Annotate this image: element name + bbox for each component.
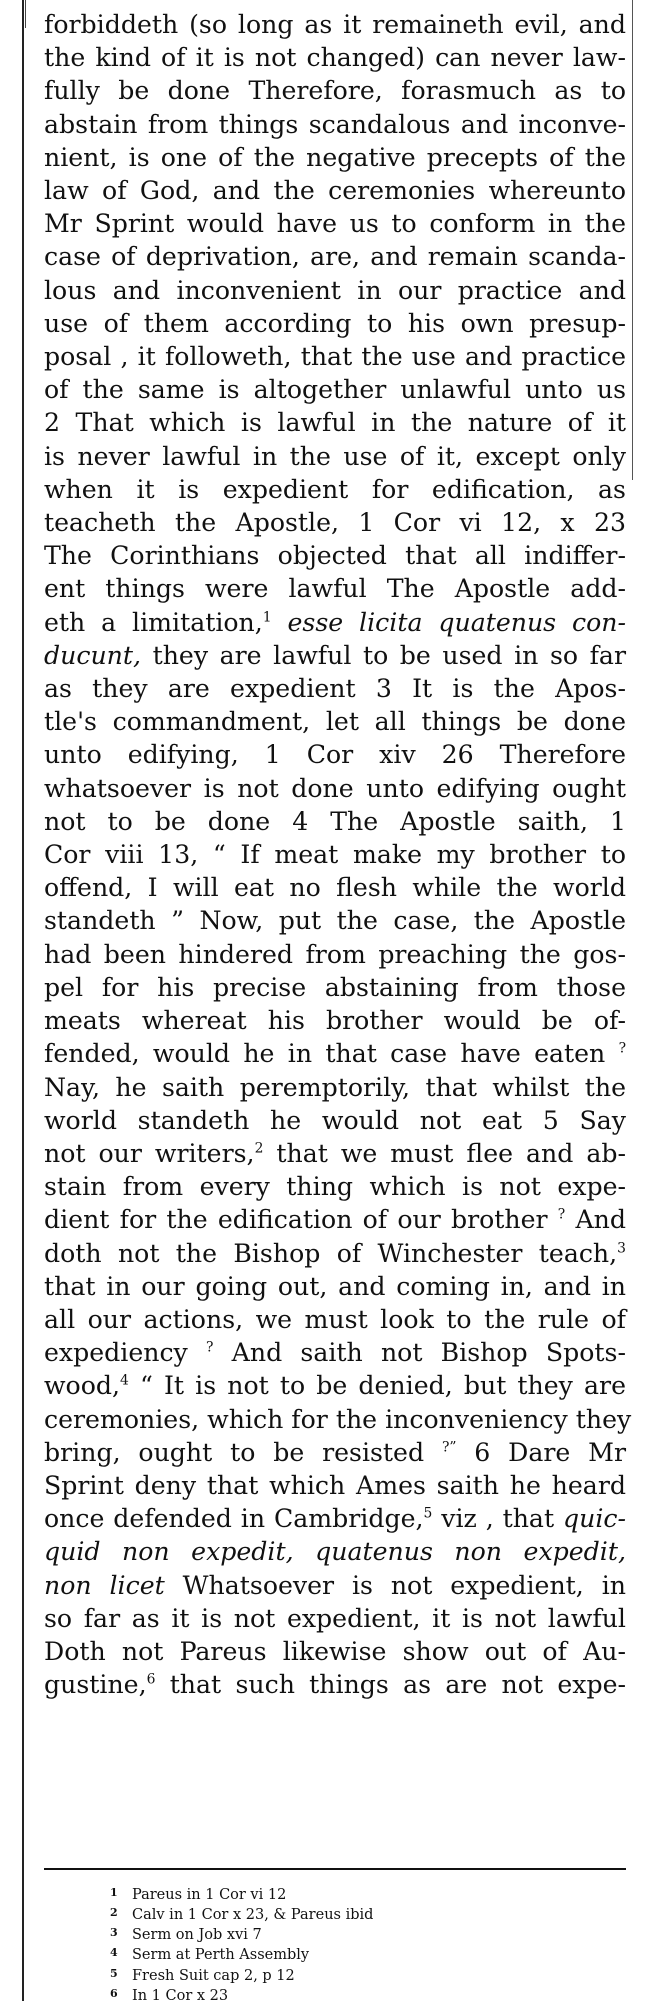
right-margin-rule <box>632 0 633 480</box>
text-line <box>44 1137 626 1170</box>
text-line: not to be done 4 The Apostle saith, 1 <box>44 806 626 836</box>
text-line: whatsoever is not done unto edifying ought <box>44 773 626 803</box>
footnote-ref: 4 <box>120 1372 129 1389</box>
footnotes <box>110 1884 610 2005</box>
footnote-text: Serm on Job xvi 7 <box>132 1927 262 1944</box>
text-line: fully be done Therefore, forasmuch as to <box>44 76 626 106</box>
question-mark: ? <box>557 1206 566 1223</box>
left-margin-rule-mark <box>25 0 26 28</box>
text-run: not our writers, <box>44 1138 255 1168</box>
text-line: world standeth he would not eat 5 Say <box>44 1105 626 1135</box>
text-line: ceremonies, which for the inconveniency they <box>44 1404 632 1434</box>
latin-phrase: ducunt, <box>44 640 142 670</box>
text-line: Mr Sprint would have us to conform in the <box>44 209 626 239</box>
question-mark: ?” <box>441 1439 457 1456</box>
text-line: Doth not Pareus likewise show out of Au- <box>44 1636 626 1666</box>
text-line: standeth ” Now, put the case, the Apostle <box>44 906 626 936</box>
footnote-ref: 6 <box>146 1671 156 1688</box>
footnote-ref: 5 <box>423 1505 433 1522</box>
text-run: expediency <box>44 1338 188 1368</box>
text-run: And saith not Bishop Spots- <box>213 1338 626 1368</box>
text-line <box>44 1336 626 1369</box>
text-run: they are lawful to be used in so far <box>141 640 626 670</box>
latin-phrase: quic- <box>562 1504 626 1534</box>
text-line <box>44 1203 626 1236</box>
text-run: viz , that <box>432 1504 563 1534</box>
text-line <box>44 1237 626 1270</box>
text-line: nient, is one of the negative precepts of the <box>44 142 626 172</box>
text-run: dient for the edification of our brother <box>44 1205 548 1235</box>
question-mark: ? <box>618 1040 626 1057</box>
text-line: when it is expedient for edification, as <box>44 474 626 504</box>
text-line: all our actions, we must look to the rule of <box>44 1304 626 1334</box>
text-line: pel for his precise abstaining from those <box>44 972 626 1002</box>
text-line: Cor viii 13, “ If meat make my brother to <box>44 840 626 870</box>
text-line: Sprint deny that which Ames saith he heard <box>44 1470 626 1500</box>
text-line: of the same is altogether unlawful unto us <box>44 375 626 405</box>
text-run: And <box>565 1205 626 1235</box>
text-line: Nay, he saith peremptorily, that whilst the <box>44 1072 626 1102</box>
text-run: fended, would he in that case have eaten <box>44 1039 606 1069</box>
footnote-number: 3 <box>110 1926 118 1940</box>
text-run: bring, ought to be resisted <box>44 1437 425 1467</box>
text-line: case of deprivation, are, and remain scanda- <box>44 242 626 272</box>
text-line: that in our going out, and coming in, and in <box>44 1271 626 1301</box>
text-line <box>44 1668 626 1701</box>
text-line: teacheth the Apostle, 1 Cor vi 12, x 23 <box>44 508 626 538</box>
text-line: The Corinthians objected that all indiffer- <box>44 541 626 571</box>
text-line <box>44 639 626 672</box>
text-run: that such things as are not expe- <box>155 1670 626 1700</box>
text-run: Whatsoever is not expedient, in <box>164 1570 626 1600</box>
text-line: forbiddeth (so long as it remaineth evil, and <box>44 10 626 39</box>
left-margin-rule <box>22 0 24 2001</box>
text-run: “ It is not to be denied, but they are <box>128 1371 626 1401</box>
footnote-divider <box>44 1868 626 1870</box>
footnote-ref: 2 <box>254 1140 264 1157</box>
footnote-number: 5 <box>110 1966 118 1980</box>
text-line <box>44 1037 626 1070</box>
text-line <box>44 1436 626 1469</box>
text-line: use of them according to his own presup- <box>44 308 626 338</box>
text-run: doth not the Bishop of Winchester teach, <box>44 1238 618 1268</box>
footnote-text: Fresh Suit cap 2, p 12 <box>132 1967 295 1984</box>
footnote-ref: 3 <box>617 1239 626 1256</box>
footnote <box>110 1924 610 1944</box>
body-text <box>44 8 632 1701</box>
text-line: offend, I will eat no flesh while the world <box>44 873 626 903</box>
text-line: law of God, and the ceremonies whereunto <box>44 176 626 206</box>
footnote-number: 2 <box>110 1906 118 1920</box>
text-line <box>44 1569 626 1602</box>
text-run: gustine, <box>44 1670 147 1700</box>
text-run: that we must flee and ab- <box>263 1138 627 1168</box>
text-line: as they are expedient 3 It is the Apos- <box>44 674 626 704</box>
footnote-text: Serm at Perth Assembly <box>132 1947 310 1964</box>
text-line <box>44 1369 626 1402</box>
text-line: so far as it is not expedient, it is not lawful <box>44 1603 626 1633</box>
text-line: is never lawful in the use of it, except only <box>44 441 626 471</box>
text-line <box>44 1502 626 1535</box>
footnote-text: In 1 Cor x 23 <box>132 1987 229 2004</box>
text-run: 6 Dare Mr <box>456 1437 626 1467</box>
text-run: once defended in Cambridge, <box>44 1504 424 1534</box>
text-line: meats whereat his brother would be of- <box>44 1006 626 1036</box>
text-line: tle's commandment, let all things be done <box>44 707 626 737</box>
footnote <box>110 1985 610 2005</box>
latin-phrase: quid non expedit, quatenus non expedit, <box>44 1537 626 1567</box>
question-mark: ? <box>206 1339 214 1356</box>
text-line: ent things were lawful The Apostle add- <box>44 574 626 604</box>
latin-phrase: esse licita quatenus con- <box>287 607 626 637</box>
footnote-text: Pareus in 1 Cor vi 12 <box>132 1886 287 1903</box>
text-line: posal , it followeth, that the use and practice <box>44 342 626 372</box>
text-line: abstain from things scandalous and inconve- <box>44 109 626 139</box>
footnote <box>110 1965 610 1985</box>
text-line: lous and inconvenient in our practice and <box>44 275 626 305</box>
footnote-text: Calv in 1 Cor x 23, & Pareus ibid <box>132 1906 374 1923</box>
footnote <box>110 1904 610 1924</box>
text-line: 2 That which is lawful in the nature of it <box>44 408 626 438</box>
latin-phrase: non licet <box>44 1570 165 1600</box>
footnote-number: 1 <box>110 1886 118 1899</box>
footnote-ref: 1 <box>262 608 272 625</box>
text-line: had been hindered from preaching the gos- <box>44 939 626 969</box>
footnote-number: 4 <box>110 1946 118 1960</box>
text-line <box>44 606 626 639</box>
text-run: eth a limitation, <box>44 607 263 637</box>
footnote <box>110 1884 610 1904</box>
footnote <box>110 1944 610 1964</box>
text-line: stain from every thing which is not expe- <box>44 1172 626 1202</box>
text-line: unto edifying, 1 Cor xiv 26 Therefore <box>44 740 626 770</box>
text-run: wood, <box>44 1371 121 1401</box>
text-line: the kind of it is not changed) can never law- <box>44 43 626 73</box>
footnote-number: 6 <box>110 1986 118 2000</box>
